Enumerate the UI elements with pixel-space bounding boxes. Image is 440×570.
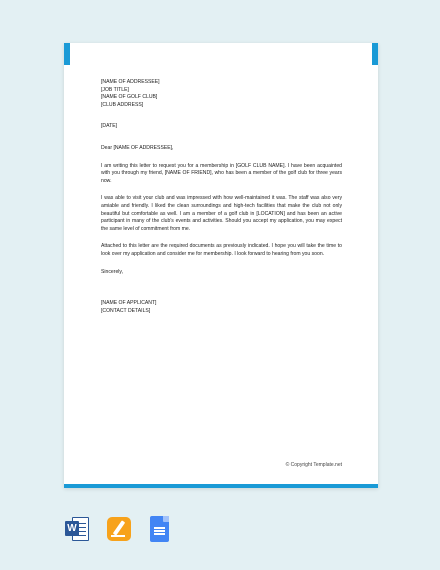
format-icons [65, 515, 171, 543]
address-line: [NAME OF ADDRESSEE] [101, 79, 160, 85]
signature-block [101, 300, 342, 315]
addressee-block [101, 79, 342, 109]
letter-date: [DATE] [101, 123, 118, 130]
copyright-footer: © Copyright Template.net [285, 462, 342, 468]
salutation: Dear [NAME OF ADDRESSEE], [101, 144, 174, 151]
letter-page [64, 43, 378, 488]
body-paragraph: I am writing this letter to request you for a membership in [GOLF CLUB NAME]. I have been acquainted with you through my friend, [NAME OF FRIEND], who has been a member of the golf club for three years now. [101, 162, 342, 184]
body-paragraph: Attached to this letter are the required documents as previously indicated. I hope you will take the time to look over my application and consider me for membership. I look forward to hearing from you soon. [101, 243, 342, 257]
address-line: [CLUB ADDRESS] [101, 101, 144, 108]
address-line: [NAME OF GOLF CLUB] [101, 94, 158, 101]
body-paragraph: I was able to visit your club and was impressed with how well-maintained it was. The staff was also very amiable and friendly. I liked the clean surroundings and high-tech facilities that make the club not only beautiful but comfortable as well. I am a member of a golf club in [LOCATION] and has been an active participant in many of the club's events and activities. Should you accept my application, you may expect the same level of commitment from me. [101, 195, 342, 232]
top-left-accent-bar [64, 43, 70, 65]
bottom-accent-bar [64, 484, 378, 488]
signature-line: [NAME OF APPLICANT] [101, 300, 157, 307]
google-docs-icon[interactable] [147, 515, 171, 543]
closing: Sincerely, [101, 268, 123, 275]
pages-icon[interactable] [106, 515, 130, 543]
signature-line: [CONTACT DETAILS] [101, 307, 151, 314]
top-right-accent-bar [372, 43, 378, 65]
address-line: [JOB TITLE] [101, 86, 129, 93]
letter-content [101, 79, 342, 315]
word-icon[interactable]: W [65, 515, 89, 543]
